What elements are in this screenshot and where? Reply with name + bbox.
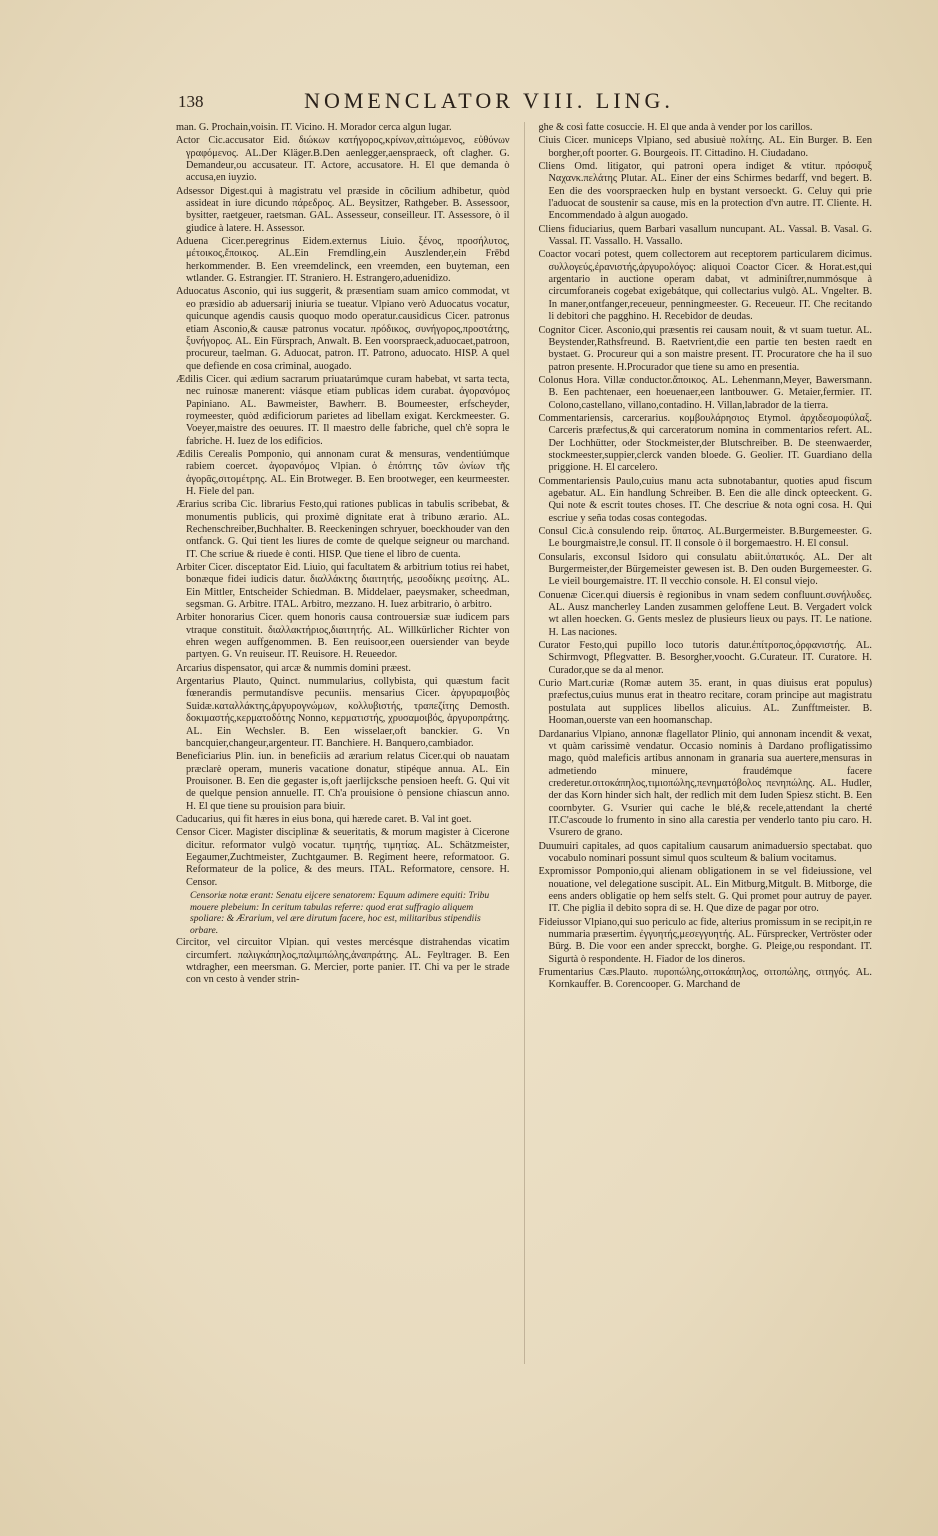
dictionary-entry: Aduena Cicer.peregrinus Eidem.externus Liuio. ξένος, προσήλυτος, μέτοικος,ἔποικος. AL.Ein Fremdling,ein Auszlender,ein Frēbd herkommender. B. Een vreemdelinck, een vreemden, een buyteman, een wtlander. G. Estrangier. IT. Straniero. H. Estrangero,aduenidizo.	[176, 236, 510, 285]
dictionary-entry: Colonus Hora. Villæ conductor.ἄποικος. AL. Lehenmann,Meyer, Bawersmann. B. Een pachtenaer, een hoeuenaer,een lantbouwer. G. Metaier,fermier. IT. Colono,castellano, villano,contadino. H. Villan,labrador de la tierra.	[538, 374, 873, 411]
dictionary-entry: Arcarius dispensator, qui arcæ & nummis domini præest.	[176, 662, 411, 674]
dictionary-entry: Ædilis Cerealis Pomponio, qui annonam curat & mensuras, vendentiúmque rabiem coercet. ἀγορανόμος Vlpian. ὁ ἐπόπτης τῶν ὠνίων τῆς ἀγορᾶς,σιτομέτρης. AL. Ein Brotweger. B. Een brootweger, een keurmeester. H. Fiele del pan.	[176, 448, 510, 497]
dictionary-note: Censoriæ notæ erant: Senatu eijcere senatorem: Equum adimere equiti: Tribu mouere plebeium: In ceritum tabulas referre: quod erat suffragio aliquem spoliare: & Ærarium, vel ære dirutum facere, hoc est, militaribus stipendiis orbare.	[190, 889, 490, 936]
dictionary-entry: Cliens fiduciarius, quem Barbari vasallum nuncupant. AL. Vassal. B. Vasal. G. Vassal. IT. Vassallo. H. Vassallo.	[538, 223, 873, 248]
dictionary-entry: Cliens Omd. litigator, qui patroni opera indiget & vtitur. πρόσφυξ Ναχανκ.πελάτης Plutar. AL. Einer der eins Schirmes bedarff, vnd begert. B. Een die des voorspraecken hulp en bystant versoeckt. G. Celuy qui prie l'aduocat de soustenir sa cause, mis en la protection d'vn autre. IT. Cliente. H. Encommendado à algun auogado.	[538, 161, 873, 222]
dictionary-entry: Circitor, vel circuitor Vlpian. qui vestes mercésque distrahendas vicatim circumfert. παλιγκάπηλος,παλιμπώλης,ἀναπράτης. AL. Feyltrager. B. Een wtdragher, een meersman. G. Mercier, porte panier. IT. Chi va per le strade con vn cesto à vender strin-	[176, 937, 510, 986]
dictionary-entry: Actor Cic.accusator Eid. διώκων κατήγορος,κρίνων,αἰτιώμενος, εὐθύνων γραφόμενος. AL.Der Kläger.B.Den aenlegger,aensprae​ck, oft clagher. G. Demandeur,ou accusateur. IT. Actore, accusatore. H. El que demanda ò accusa,en iuyzio.	[176, 135, 510, 184]
dictionary-entry: Beneficiarius Plin. iun. in beneficiis ad ærarium relatus Cicer.qui ob nauatam præclarè operam, muneris vacatione donatur, stipéque annua. AL. Ein Prouisoner. B. Een die gegaster is,oft jaerlijcksche pensioen heeft. G. Qui vit de quelque pension annuelle. IT. Ch'a prouisione ò pensione chiascun anno. H. El que tiene su prouision para biuir.	[176, 751, 510, 812]
dictionary-entry: Consularis, exconsul Isidoro qui consulatu abiit.ὑπατικός. AL. Der alt Burgermeister,der Bürgemeister gewesen ist. B. Den ouden Burgemeester. G. Le vieil bourgemaistre. IT. Il vecchio console. H. El consul viejo.	[538, 551, 873, 588]
dictionary-entry: Conuenæ Cicer.qui diuersis è regionibus in vnam sedem confluunt.συνήλυδες. AL. Ausz mancherley Landen zusammen geloffene Leut. B. Vergadert volck wt allen hoecken. G. Gents meslez de plusieurs lieux ou pays. IT. Le natione. H. Las naciones.	[538, 589, 873, 638]
dictionary-entry: Arbiter Cicer. disceptator Eid. Liuio, qui facultatem & arbitrium totius rei habet, bonæque fidei iudicis datur. διαλλάκτης διαιτητής, μεσοδίκης μεσίτης. AL. Ein Mittler, Entscheider Schiedman. B. Middelaer, paeysmaker, scheedman, segsman. G. Arbitre. ITAL. Arbitro, mezzano. H. Iuez arbitrario, ò arbitro.	[176, 562, 510, 611]
column-divider	[524, 122, 525, 1364]
dictionary-entry: man. G. Prochain,voisin. IT. Vicino. H. Morador cerca algun lugar.	[176, 122, 452, 133]
page-header	[180, 88, 758, 114]
dictionary-entry: Fideiussor Vlpiano,qui suo periculo ac fide, alterius promissum in se recipit,in re nummaria præsertim. ἐγγυητής,μεσεγγυητής. AL. Fürsprecker, Vertröster oder Bürg. B. Die voor een ander sprecckt, borghe. G. Pleige,ou respondant. IT. Sigurtà ò respondente. H. Fiador de los dineros.	[538, 916, 873, 965]
dictionary-entry: Ciuis Cicer. municeps Vlpiano, sed abusiuè πολίτης. AL. Ein Burger. B. Een borgher,oft poorter. G. Bourgeois. IT. Cittadino. H. Ciudadano.	[538, 135, 873, 159]
dictionary-entry: Expromissor Pomponio,qui alienam obligationem in se vel fideiussione, vel nouatione, vel delegatione suscipit. AL. Ein Mitburg,Mitgult. B. Mitborge, die eens anders obligatie op hem selfs stelt. G. Qui promet pour autruy de payer. IT. Che piglia il debito sopra di se. H. Que dize de pagar por otro.	[538, 866, 873, 915]
dictionary-entry: Coactor vocari potest, quem collectorem aut receptorem particularem dicimus. συλλογεύς,ἐρανιστής,ἀργυρολόγος: aliquoi Coactor Cicer. & Horat.est,qui argentario in auctione operam dabat, vt adminiſtrer,nummósque à circumforaneis cogebat exigebátque, qui collectarius vulgò. AL. Vngelter. B. In maner,ontfanger,receueur, penningmeester. G. Receueur. IT. Che recitando li debitori che pagghino. H. Recebidor de deudas.	[538, 249, 873, 323]
dictionary-entry: Curio Mart.curiæ (Romæ autem 35. erant, in quas diuisus erat populus) præfectus,cuius munus erat in theatro recitare, coram principe aut magistratu postulata aut supplices libellos alicuius. AL. Zunfftmeister. B. Hooman,ouerste van een hoomanschap.	[538, 678, 873, 727]
dictionary-entry: Cognitor Cicer. Asconio,qui præsentis rei causam nouit, & vt suam tuetur. AL. Beystender,Rathsfreund. B. Raetvrient,die een partie ten besten raedt en bystaet. G. Procureur qui a son maistre present. IT. Procuratore che ha il suo patron presente. H.Procurador que tiene su amo en presentia.	[538, 324, 873, 373]
dictionary-entry: Arbiter honorarius Cicer. quem honoris causa controuersiæ suæ iudicem pars vtraque constituit. διαλλακτήριος,διαιτητής. AL. Willkürlicher Richter von ehren wegen auffgenommen. B. Een reuisoor,een ouersiender van beyde partyen. G. Vn reuiseur. IT. Reuisore. H. Reueedor.	[176, 612, 510, 661]
right-column	[539, 122, 873, 1364]
dictionary-entry: Censor Cicer. Magister disciplinæ & seueritatis, & morum magister à Cicerone dicitur. reformator vulgò vocatur. τιμητής, τιμητίας. AL. Schätzmeister, Eegaumer,Zuchtmeister, Zuchtgaumer. B. Regiment heere, reformatoor. G. Reformateur de la police, & des meurs. ITAL. Reformatore, censore. H. Censor.	[176, 827, 510, 888]
dictionary-entry: Duumuiri capitales, ad quos capitalium causarum animaduersio spectabat. quo vocabulo nominari possunt simul quos sculteum & balium vocitamus.	[538, 840, 873, 864]
dictionary-entry: Ærarius scriba Cic. librarius Festo,qui rationes publicas in tabulis scribebat, & monumentis publicis, qui proximè dignitate erat à tribuno ærario. AL. Rechenschreiber,Buchhalter. B. Reeckeningen schryuer, boeckhouder van den ontfanck. G. Qui tient les liures de comte de quelque seigneur ou marchand. IT. Che scriue & riuede è conti. HISP. Que tiene el libro de cuenta.	[176, 499, 510, 560]
dictionary-entry: Commentariensis Paulo,cuius manu acta subnotabantur, quoties apud fiscum agebatur. AL. Ein handlung Schreiber. B. Een die alle dinck opteeckent. G. Qui note & escrit toutes choses. IT. Che descriue & nota ogni cosa. H. Qui escriue y seña todas cosas contegodas.	[538, 475, 873, 524]
dictionary-entry: Argentarius Plauto, Quinct. nummularius, collybista, qui quæstum facit fœnerandis permutandísve pecuniis. mensarius Cicer. ἀργυραμοιβὸς Suidæ.καταλλάκτης,ἀργυρογνώμων, κολλυβιστής, τραπεζίτης Demosth. δοκιμαστής,κερματοδότης Nonno, κερματιστής, χρυσαμοιβός, ἀργυροπράτης. AL. Ein Wechsler. B. Een wisselaer,oft banckier. G. Vn bancquier,changeur,argenteur. IT. Banchiere. H. Banquero,cambiador.	[176, 676, 510, 749]
page-number: 138	[178, 92, 204, 111]
dictionary-entry: Caducarius, qui fit hæres in eius bona, qui hærede caret. B. Val int goet.	[176, 813, 472, 825]
dictionary-entry: Aduocatus Asconio, qui ius suggerit, & præsentiam suam amico commodat, vt eo præsidio ab aduersarij iniuria se tueatur. Vlpiano verò Aduocatus vocatur, quicunque agendis causis quoquo modo operatur.causidicus Cicer. patronus etiam Asconio,& causæ patronus vocatur. πρόδικος, συνήγορος,προστάτης, ξυνήγορος. AL. Ein Fürsprach, Anwalt. B. Een voorspraeck,aduocaet,patroon, procureur, taelman. G. Aduocat, patron. IT. Patrono, aduocato. HISP. A quel que defiende en cosa criminal, auogado.	[176, 286, 510, 372]
dictionary-entry: ghe & così fatte cosuccie. H. El que anda à vender por los carillos.	[538, 122, 813, 133]
dictionary-entry: Consul Cic.à consulendo reip. ὕπατος. AL.Burgermeister. B.Burgemeester. G. Le bourgmaistre,le consul. IT. Il console ò il borgemaestro. H. El consul.	[538, 526, 873, 550]
left-column	[176, 122, 510, 1364]
dictionary-entry: Adsessor Digest.qui à magistratu vel præside in cõcilium adhibetur, quòd assideat in iure dicundo πάρεδρος. AL. Beysitzer, Rathgeber. B. Assessoor, bysitter, raetgeuer, raetsman. GAL. Assesseur, conseilleur. IT. Assessore, ò il giudice à latere. H. Assessor.	[176, 185, 510, 234]
running-title: NOMENCLATOR VIII. LING.	[304, 88, 674, 113]
dictionary-entry: Ædilis Cicer. qui ædium sacrarum priuatarúmque curam habebat, vt sarta tecta, nec ruinosæ manerent: viásque etiam publicas idem curabat. ἀγορανόμος Papiniano. AL. Bawmeister, Bawherr. B. Boumeester, erfscheyder, roymeester, quòd ædificiorum parietes ad libellam exigat. Kerckmeester. G. Voeyer,maistre des oeuures. IT. Il maestro delle fabriche, quel ch'è sopra le fabriche. H. Iuez de los edificios.	[176, 373, 510, 447]
dictionary-entry: Commentariensis, carcerarius. κομβουλάρησιος Etymol. ἀρχιδεσμοφύλαξ. Carceris præfectus,& qui carceratorum nomina in commentarios refert. AL. Der Lochhütter, oder Stockmeister,der Blutschreiber. B. De steenwaerder, stockmeester,suppier,clerck vanden bloede. G. Geolier. IT. Guardiano della priggione. H. El carcelero.	[538, 412, 873, 474]
text-columns	[176, 122, 872, 1364]
dictionary-entry: Curator Festo,qui pupillo loco tutoris datur.ἐπίτροπος,ὀρφανιστής. AL. Schirmvogt, Pflegvatter. B. Besorgher,voocht. G.Curateur. IT. Curatore. H. Curador,que se da al menor.	[538, 640, 873, 676]
dictionary-entry: Frumentarius Cæs.Plauto. πυροπώλης,σιτοκάπηλος, σιτοπώλης, σιτηγός. AL. Kornkauffer. B. Corencooper. G. Marchand de	[538, 967, 873, 991]
dictionary-entry: Dardanarius Vlpiano, annonæ flagellator Plinio, qui annonam incendit & vexat, vt quàm carissimè vendatur. Occasio nominis à Dardano profligatissimo mago, quòd maleficis artibus annonam in granaria sua auertere,mensuras in admetiendo minuere, fraudémque facere crederetur.σιτοκάπηλος,τιμιοπώλης,πενηματόβολος πενηπώλης. AL. Hudler, der das Korn hinder sich halt, der redlich mit dem Iuden Spiesz sticht. B. Een coornbyter. G. Vsurier qui cache le blé,& recele,attendant la cherté IT.C'ascoude lo frumento in sino alla carestia per venderlo tanto piu caro. H. Vsurero de grano.	[538, 728, 873, 839]
